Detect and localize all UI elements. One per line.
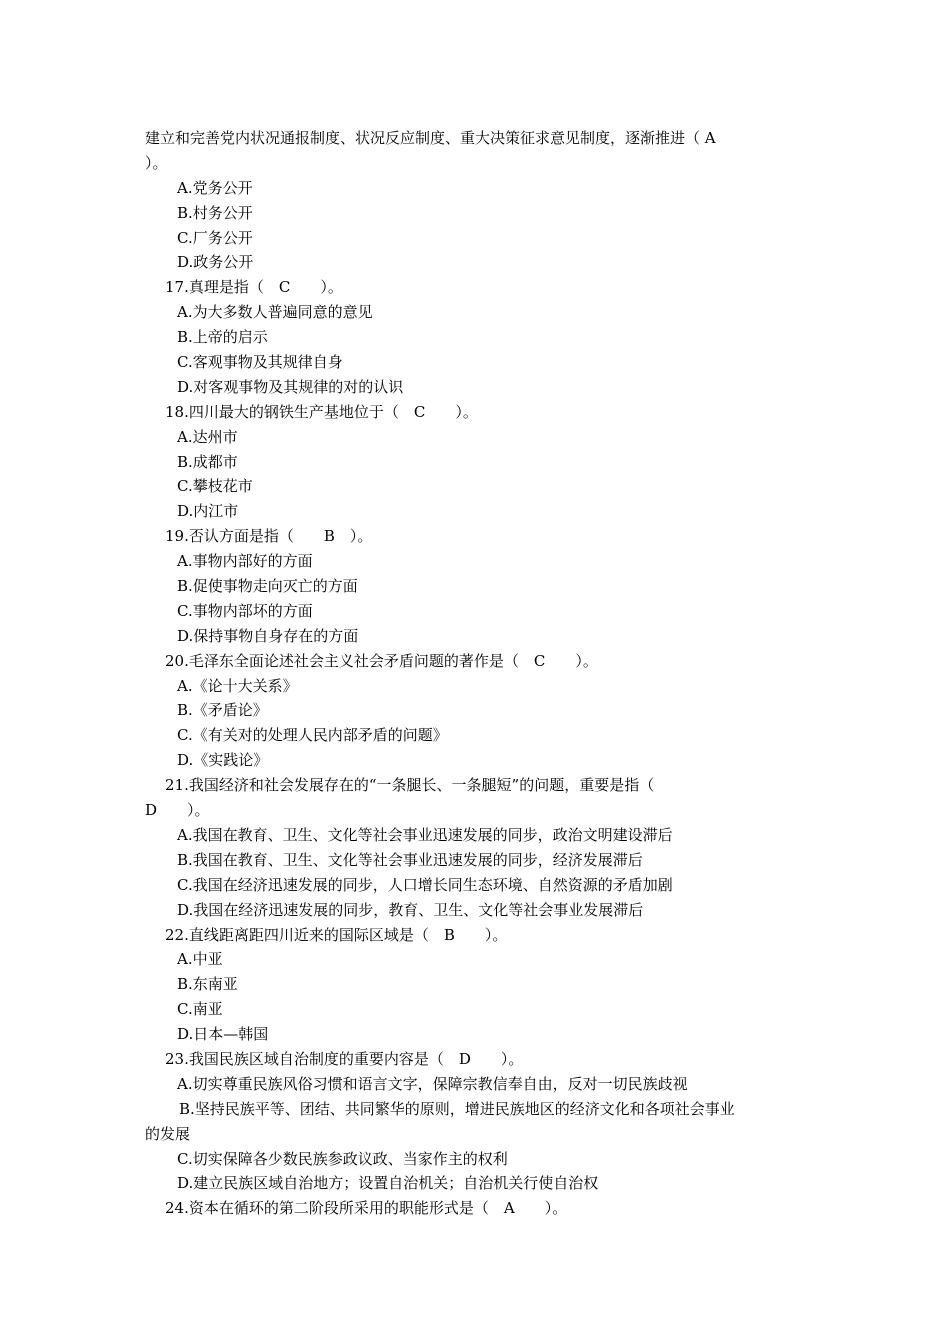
option-c: C.切实保障各少数民族参政议政、当家作主的权利 — [177, 1149, 508, 1168]
option-b: B.东南亚 — [177, 975, 238, 994]
option-a: A.中亚 — [177, 950, 223, 969]
question-18: 18.四川最大的钢铁生产基地位于（ C ）。 — [165, 402, 478, 421]
option-a: A.《论十大关系》 — [177, 676, 298, 695]
question-16-stem-end: ）。 — [145, 153, 168, 172]
document-body — [145, 126, 810, 1221]
option-b: B.我国在教育、卫生、文化等社会事业迅速发展的同步，经济发展滞后 — [177, 850, 643, 869]
option-a: A.我国在教育、卫生、文化等社会事业迅速发展的同步，政治文明建设滞后 — [177, 825, 673, 844]
question-23: 23.我国民族区域自治制度的重要内容是（ D ）。 — [165, 1049, 524, 1068]
question-17: 17.真理是指（ C ）。 — [165, 278, 343, 297]
option-d: D.政务公开 — [177, 253, 254, 272]
option-b: B.上帝的启示 — [177, 328, 268, 347]
question-21-answer-line: D ）。 — [145, 801, 210, 820]
option-b: B.成都市 — [177, 452, 238, 471]
option-d: D.建立民族区域自治地方；设置自治机关；自治机关行使自治权 — [177, 1174, 599, 1193]
option-b-continued: 的发展 — [145, 1124, 191, 1143]
option-c: C.《有关对的处理人民内部矛盾的问题》 — [177, 726, 448, 745]
option-d: D.对客观事物及其规律的对的认识 — [177, 377, 404, 396]
question-19: 19.否认方面是指（ B ）。 — [165, 527, 373, 546]
option-c: C.南亚 — [177, 1000, 223, 1019]
option-d: D.我国在经济迅速发展的同步，教育、卫生、文化等社会事业发展滞后 — [177, 900, 644, 919]
option-b: B.促使事物走向灭亡的方面 — [177, 577, 358, 596]
option-b: B.《矛盾论》 — [177, 701, 268, 720]
option-c: C.我国在经济迅速发展的同步，人口增长同生态环境、自然资源的矛盾加剧 — [177, 875, 673, 894]
option-b: B.村务公开 — [177, 203, 253, 222]
question-24: 24.资本在循环的第二阶段所采用的职能形式是（ A ）。 — [165, 1199, 568, 1218]
option-c: C.客观事物及其规律自身 — [177, 353, 343, 372]
option-a: A.事物内部好的方面 — [177, 552, 313, 571]
option-d: D.《实践论》 — [177, 751, 269, 770]
option-c: C.事物内部坏的方面 — [177, 601, 313, 620]
option-b: B.坚持民族平等、团结、共同繁华的原则，增进民族地区的经济文化和各项社会事业 — [179, 1099, 735, 1118]
question-21: 21.我国经济和社会发展存在的“一条腿长、一条腿短”的问题，重要是指（ — [165, 776, 655, 795]
question-16-stem: 建立和完善党内状况通报制度、状况反应制度、重大决策征求意见制度，逐渐推进（ A — [145, 129, 716, 147]
option-c: C.攀枝花市 — [177, 477, 253, 496]
option-d: D.保持事物自身存在的方面 — [177, 626, 359, 645]
question-22: 22.直线距离距四川近来的国际区域是（ B ）。 — [165, 925, 508, 944]
option-c: C.厂务公开 — [177, 228, 253, 247]
option-a: A.党务公开 — [177, 178, 253, 197]
option-a: A.切实尊重民族风俗习惯和语言文字，保障宗教信奉自由，反对一切民族歧视 — [177, 1074, 688, 1093]
option-a: A.达州市 — [177, 427, 238, 446]
option-a: A.为大多数人普遍同意的意见 — [177, 303, 373, 322]
option-d: D.日本—韩国 — [177, 1025, 269, 1044]
option-d: D.内江市 — [177, 502, 239, 521]
question-20: 20.毛泽东全面论述社会主义社会矛盾问题的著作是（ C ）。 — [165, 651, 598, 670]
